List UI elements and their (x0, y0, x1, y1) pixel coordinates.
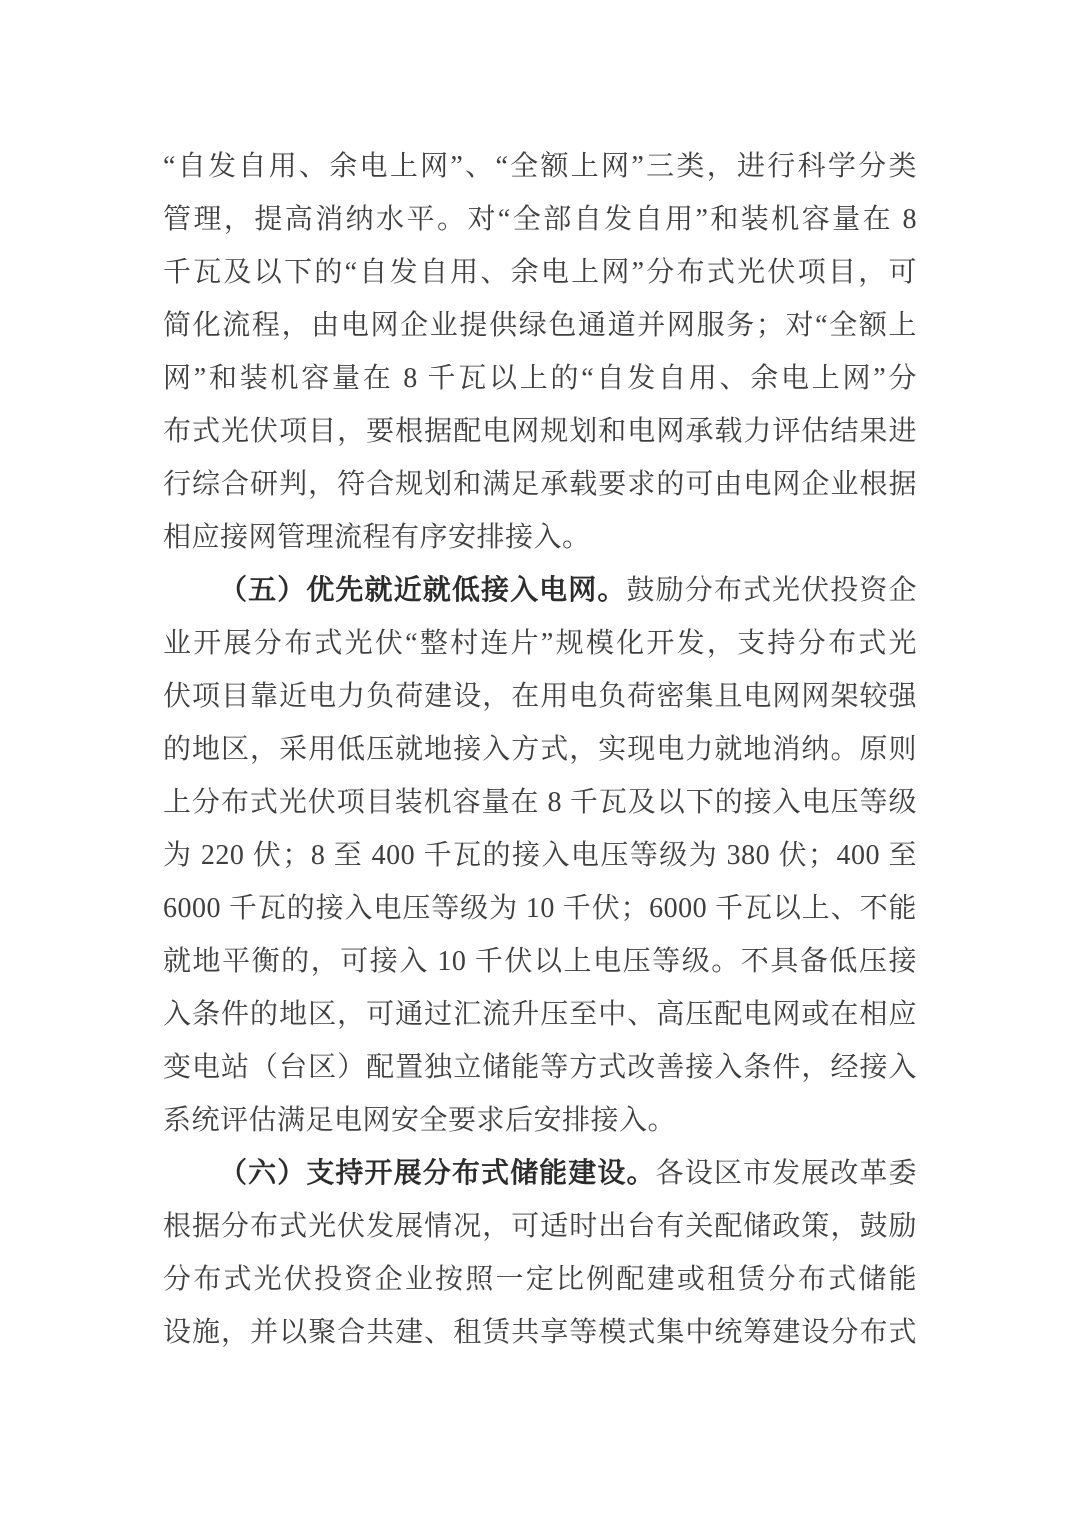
line-text: 行综合研判，符合规划和满足承载要求的可由电网企业根据 (163, 469, 917, 500)
line-text: 鼓励分布式光伏投资企 (626, 575, 917, 606)
line-text: 就地平衡的，可接入 10 千伏以上电压等级。不具备低压接 (163, 946, 917, 977)
line-text: 为 220 伏；8 至 400 千瓦的接入电压等级为 380 伏；400 至 (163, 840, 917, 871)
text-line (163, 352, 917, 405)
text-line (163, 511, 917, 564)
text-line (163, 1147, 917, 1200)
line-text: 6000 千瓦的接入电压等级为 10 千伏；6000 千瓦以上、不能 (163, 893, 917, 924)
text-line (163, 193, 917, 246)
line-text: “自发自用、余电上网”、“全额上网”三类，进行科学分类 (163, 151, 917, 182)
text-line (163, 1253, 917, 1306)
text-line (163, 1041, 917, 1094)
document-body (163, 140, 917, 1359)
text-line (163, 617, 917, 670)
line-text: 入条件的地区，可通过汇流升压至中、高压配电网或在相应 (163, 999, 917, 1030)
text-line (163, 723, 917, 776)
text-line (163, 246, 917, 299)
line-text: 伏项目靠近电力负荷建设，在用电负荷密集且电网网架较强 (163, 681, 917, 712)
text-line (163, 140, 917, 193)
text-line (163, 1200, 917, 1253)
text-line (163, 405, 917, 458)
line-text: 分布式光伏投资企业按照一定比例配建或租赁分布式储能 (163, 1264, 917, 1295)
text-line (163, 564, 917, 617)
line-text: 设施，并以聚合共建、租赁共享等模式集中统筹建设分布式 (163, 1317, 917, 1348)
line-text: 相应接网管理流程有序安排接入。 (163, 522, 591, 553)
line-text: 系统评估满足电网安全要求后安排接入。 (163, 1105, 677, 1136)
line-text: 布式光伏项目，要根据配电网规划和电网承载力评估结果进 (163, 416, 917, 447)
line-text: 管理，提高消纳水平。对“全部自发自用”和装机容量在 8 (163, 204, 917, 235)
text-line (163, 458, 917, 511)
text-line (163, 670, 917, 723)
section-heading: （六）支持开展分布式储能建设。 (219, 1158, 656, 1189)
text-line (163, 1306, 917, 1359)
section-heading: （五）优先就近就低接入电网。 (219, 575, 627, 606)
text-line (163, 299, 917, 352)
line-text: 上分布式光伏项目装机容量在 8 千瓦及以下的接入电压等级 (163, 787, 917, 818)
text-line (163, 882, 917, 935)
line-text: 简化流程，由电网企业提供绿色通道并网服务；对“全额上 (163, 310, 917, 341)
line-text: 根据分布式光伏发展情况，可适时出台有关配储政策，鼓励 (163, 1211, 917, 1242)
line-text: 网”和装机容量在 8 千瓦以上的“自发自用、余电上网”分 (163, 363, 917, 394)
text-line (163, 829, 917, 882)
text-line (163, 1094, 917, 1147)
line-text: 变电站（台区）配置独立储能等方式改善接入条件，经接入 (163, 1052, 917, 1083)
text-line (163, 988, 917, 1041)
line-text: 的地区，采用低压就地接入方式，实现电力就地消纳。原则 (163, 734, 917, 765)
line-text: 各设区市发展改革委 (655, 1158, 917, 1189)
text-line (163, 935, 917, 988)
line-text: 千瓦及以下的“自发自用、余电上网”分布式光伏项目，可 (163, 257, 917, 288)
text-line (163, 776, 917, 829)
line-text: 业开展分布式光伏“整村连片”规模化开发，支持分布式光 (163, 628, 917, 659)
